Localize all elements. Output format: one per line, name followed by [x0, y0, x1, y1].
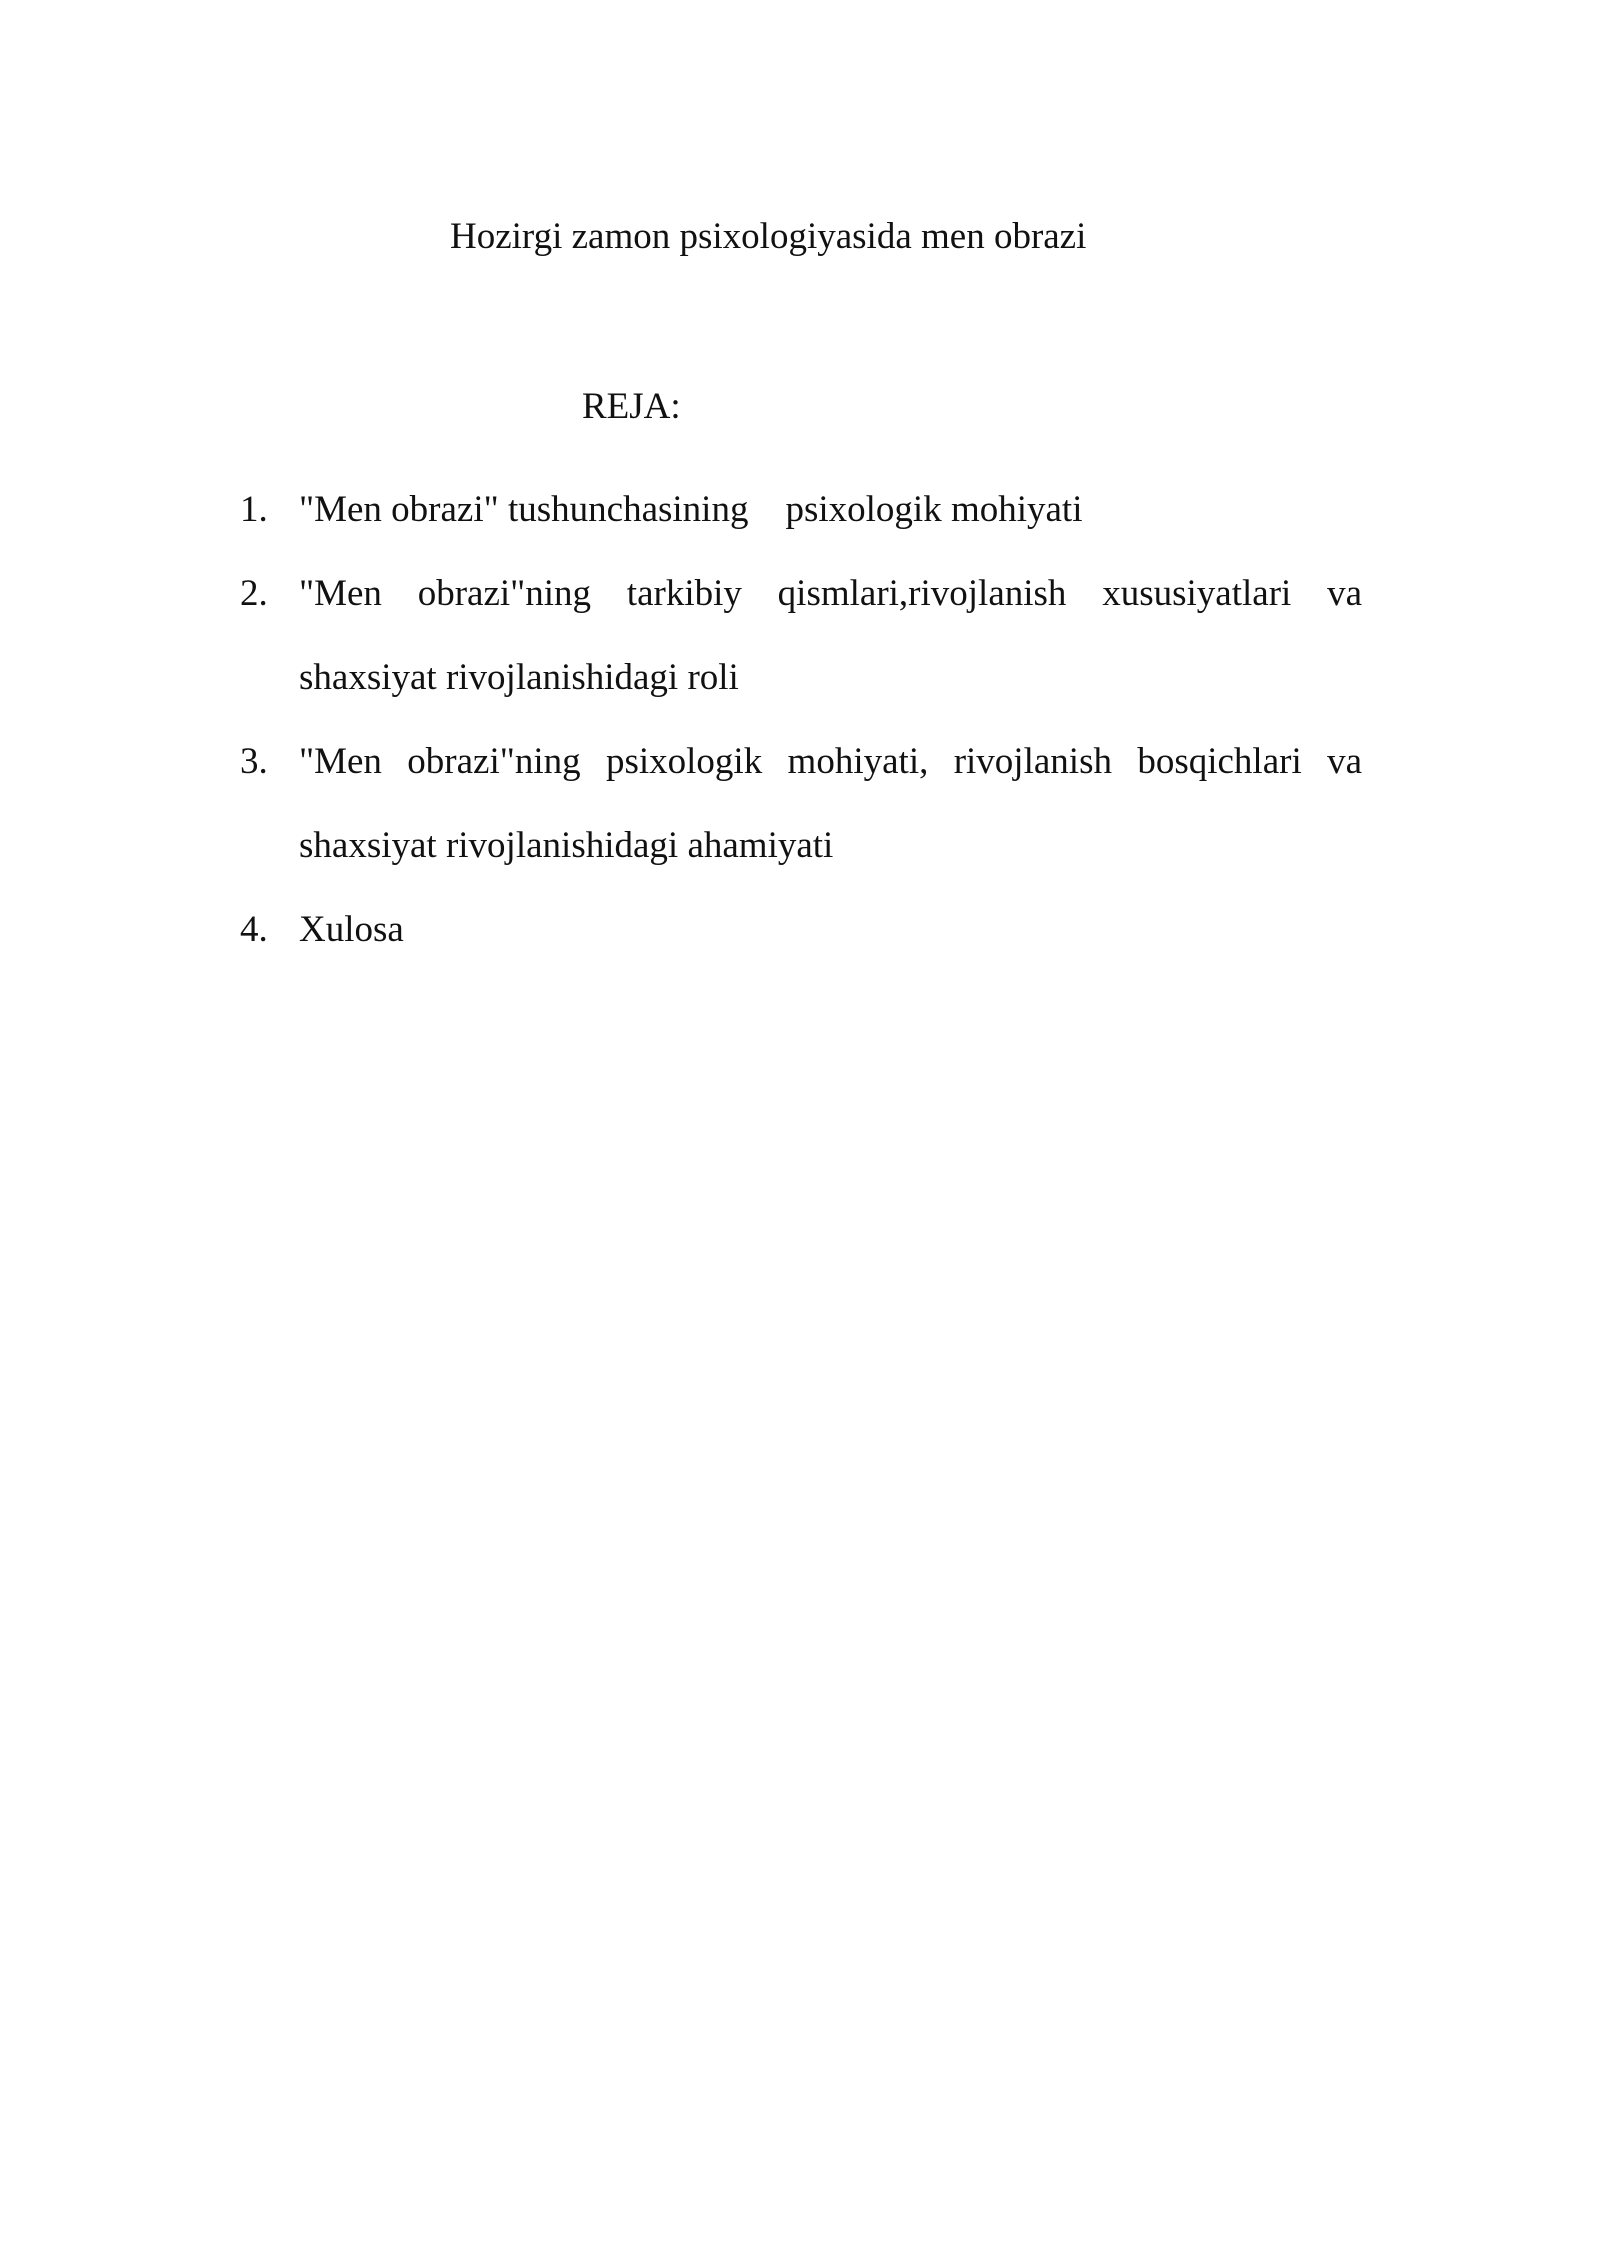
plan-item-number: 2.	[240, 573, 268, 614]
plan-item-text: Xulosa	[299, 909, 404, 950]
plan-heading: REJA:	[582, 386, 681, 427]
plan-item-4	[240, 888, 1362, 972]
plan-item-3	[240, 720, 1372, 888]
plan-item-text: "Men obrazi" tushunchasining psixologik mohiyati	[299, 489, 1083, 530]
plan-item-2	[240, 552, 1372, 720]
plan-item-1	[240, 468, 1362, 552]
plan-item-number: 4.	[240, 909, 268, 950]
document-title: Hozirgi zamon psixologiyasida men obrazi	[450, 216, 1087, 257]
plan-item-text: "Men obrazi"ning tarkibiy qismlari,rivojlanish xususiyatlari va shaxsiyat rivojlanishidagi roli	[299, 573, 1372, 698]
plan-list	[240, 468, 1372, 972]
plan-item-text: "Men obrazi"ning psixologik mohiyati, rivojlanish bosqichlari va shaxsiyat rivojlanishidagi ahamiyati	[299, 741, 1372, 866]
plan-item-number: 1.	[240, 489, 268, 530]
plan-item-number: 3.	[240, 741, 268, 782]
